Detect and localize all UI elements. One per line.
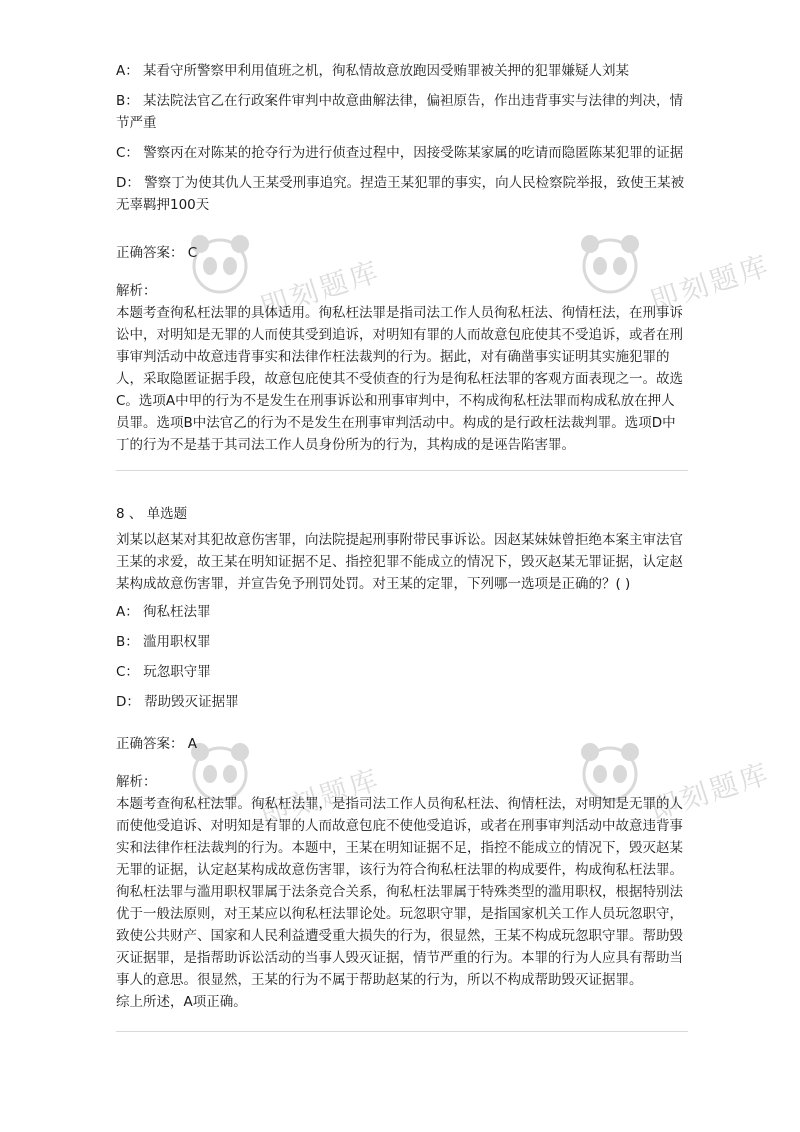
q7-answer: 正确答案： C	[116, 245, 198, 261]
q7-analysis-title: 解析：	[116, 283, 157, 299]
watermark-2: 即刻题库	[256, 254, 385, 325]
q8-option-b: B： 滥用职权罪	[116, 634, 211, 650]
q8-analysis-para-1: 本题考查徇私枉法罪。徇私枉法罪，是指司法工作人员徇私枉法、徇情枉法，对明知是无罪的人而使他受追诉、对明知是有罪的人而故意包庇不使他受追诉，或者在刑事审判活动中故意违背事实和法律作枉法裁判的行为。本题中，王某在明知证据不足，指控不能成立的情况下，毁灭赵某无罪的证据，认定赵某构成故意伤害罪，该行为符合徇私枉法罪的构成要件，构成徇私枉法罪。	[116, 796, 683, 878]
watermark-4: 即刻题库	[646, 248, 775, 319]
q8-answer: 正确答案： A	[116, 736, 198, 752]
q8-analysis-para-2: 徇私枉法罪与滥用职权罪属于法条竞合关系，徇私枉法罪属于特殊类型的滥用职权，根据特别法优于一般法原则，对王某应以徇私枉法罪论处。玩忽职守罪，是指国家机关工作人员玩忽职守，致使公共财产、国家和人民利益遭受重大损失的行为，很显然，王某不构成玩忽职守罪。帮助毁灭证据罪，是指帮助诉讼活动的当事人毁灭证据，情节严重的行为。本罪的行为人应具有帮助当事人的意思。很显然，王某的行为不属于帮助赵某的行为，所以不构成帮助毁灭证据罪。	[116, 884, 683, 988]
watermark-8: 即刻题库	[646, 756, 775, 827]
q8-analysis-para-3: 综上所述，A项正确。	[116, 994, 247, 1010]
q8-option-d: D： 帮助毁灭证据罪	[116, 694, 239, 710]
q8-analysis-title: 解析：	[116, 774, 157, 790]
q8-stem: 刘某以赵某对其犯故意伤害罪，向法院提起刑事附带民事诉讼。因赵某妹妹曾拒绝本案主审法官王某的求爱，故王某在明知证据不足、指控犯罪不能成立的情况下，毁灭赵某无罪证据，认定赵某构成故意伤害罪，并宣告免予刑罚处罚。对王某的定罪，下列哪一选项是正确的？( )	[116, 532, 683, 592]
divider	[116, 470, 688, 471]
q8-header: 8 、 单选题	[116, 506, 188, 522]
q7-option-b: B： 某法院法官乙在行政案件审判中故意曲解法律，偏袒原告，作出违背事实与法律的判决，情节严重	[116, 93, 684, 131]
document-page	[116, 60, 688, 1032]
q8-option-c: C： 玩忽职守罪	[116, 664, 211, 680]
q7-option-c: C： 警察丙在对陈某的抢夺行为进行侦查过程中，因接受陈某家属的吃请而隐匿陈某犯罪的证据	[116, 145, 684, 161]
q8-option-a: A： 徇私枉法罪	[116, 604, 211, 620]
q7-option-a: A： 某看守所警察甲利用值班之机，徇私情故意放跑因受贿罪被关押的犯罪嫌疑人刘某	[116, 63, 630, 79]
q8-options	[116, 601, 688, 713]
q7-option-d: D： 警察丁为使其仇人王某受刑事追究。捏造王某犯罪的事实，向人民检察院举报，致使王某被无辜羁押100天	[116, 175, 685, 213]
watermark-6: 即刻题库	[256, 762, 385, 833]
q7-analysis: 本题考查徇私枉法罪的具体适用。徇私枉法罪是指司法工作人员徇私枉法、徇情枉法，在刑事诉讼中，对明知是无罪的人而使其受到追诉，对明知有罪的人而故意包庇使其不受追诉，或者在刑事审判活动中故意违背事实和法律作枉法裁判的行为。据此，对有确凿事实证明其实施犯罪的人，采取隐匿证据手段，故意包庇使其不受侦查的行为是徇私枉法罪的客观方面表现之一。故选C。选项A中甲的行为不是发生在刑事诉讼和刑事审判中，不构成徇私枉法罪而构成私放在押人员罪。选项B中法官乙的行为不是发生在刑事审判活动中。构成的是行政枉法裁判罪。选项D中丁的行为不是基于其司法工作人员身份所为的行为，其构成的是诬告陷害罪。	[116, 305, 683, 453]
divider-bottom	[116, 1031, 688, 1032]
q7-options	[116, 60, 688, 216]
